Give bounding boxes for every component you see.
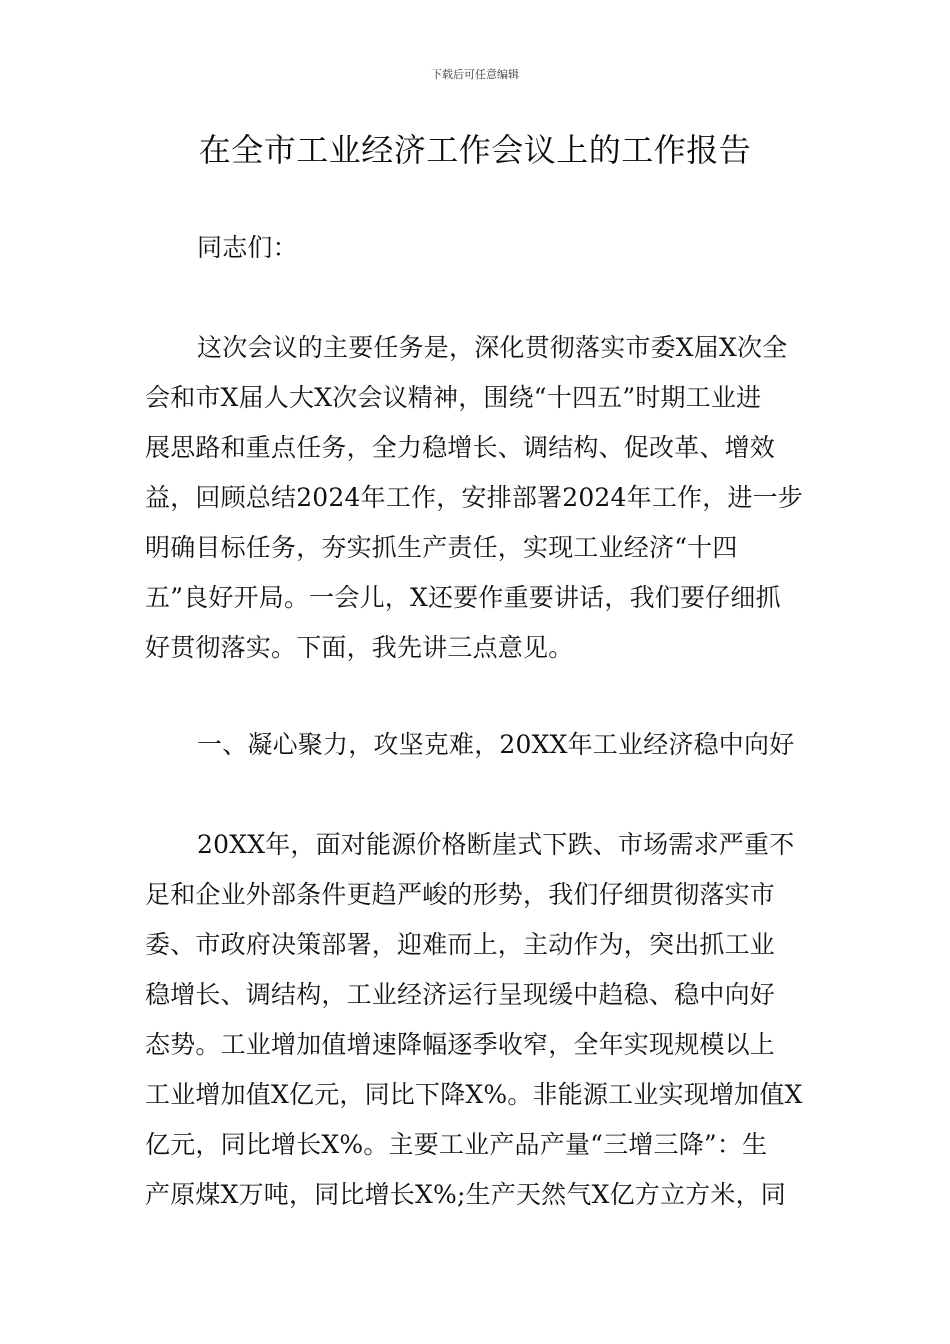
section-heading-block (145, 720, 810, 770)
paragraph-line: 亿元，同比增长X%。主要工业产品产量“三增三降”：生 (145, 1130, 768, 1159)
salutation-block (145, 223, 810, 273)
document-title: 在全市工业经济工作会议上的工作报告 (198, 131, 752, 169)
paragraph-intro (145, 323, 810, 673)
paragraph-line: 五”良好开局。一会儿，X还要作重要讲话，我们要仔细抓 (145, 583, 781, 612)
paragraph-line: 工业增加值X亿元，同比下降X%。非能源工业实现增加值X (145, 1080, 803, 1109)
header-note: 下载后可任意编辑 (431, 68, 519, 81)
paragraph-section1 (145, 820, 810, 1220)
paragraph-line: 稳增长、调结构，工业经济运行呈现缓中趋稳、稳中向好 (145, 980, 776, 1009)
paragraph-line: 好贯彻落实。下面，我先讲三点意见。 (145, 633, 574, 662)
paragraph-line: 会和市X届人大X次会议精神，围绕“十四五”时期工业进 (145, 383, 762, 412)
paragraph-line: 这次会议的主要任务是，深化贯彻落实市委X届X次全 (197, 333, 788, 362)
section-heading: 一、凝心聚力，攻坚克难，20XX年工业经济稳中向好 (197, 730, 795, 759)
paragraph-line: 产原煤X万吨，同比增长X%;生产天然气X亿方立方米，同 (145, 1180, 786, 1209)
paragraph-line: 20XX年，面对能源价格断崖式下跌、市场需求严重不 (197, 830, 795, 859)
paragraph-line: 态势。工业增加值增速降幅逐季收窄，全年实现规模以上 (145, 1030, 776, 1059)
paragraph-line: 益，回顾总结2024年工作，安排部署2024年工作，进一步 (145, 483, 804, 512)
paragraph-line: 展思路和重点任务，全力稳增长、调结构、促改革、增效 (145, 433, 776, 462)
salutation: 同志们： (197, 233, 298, 262)
paragraph-line: 委、市政府决策部署，迎难而上，主动作为，突出抓工业 (145, 930, 776, 959)
paragraph-line: 明确目标任务，夯实抓生产责任，实现工业经济“十四 (145, 533, 738, 562)
paragraph-line: 足和企业外部条件更趋严峻的形势，我们仔细贯彻落实市 (145, 880, 776, 909)
